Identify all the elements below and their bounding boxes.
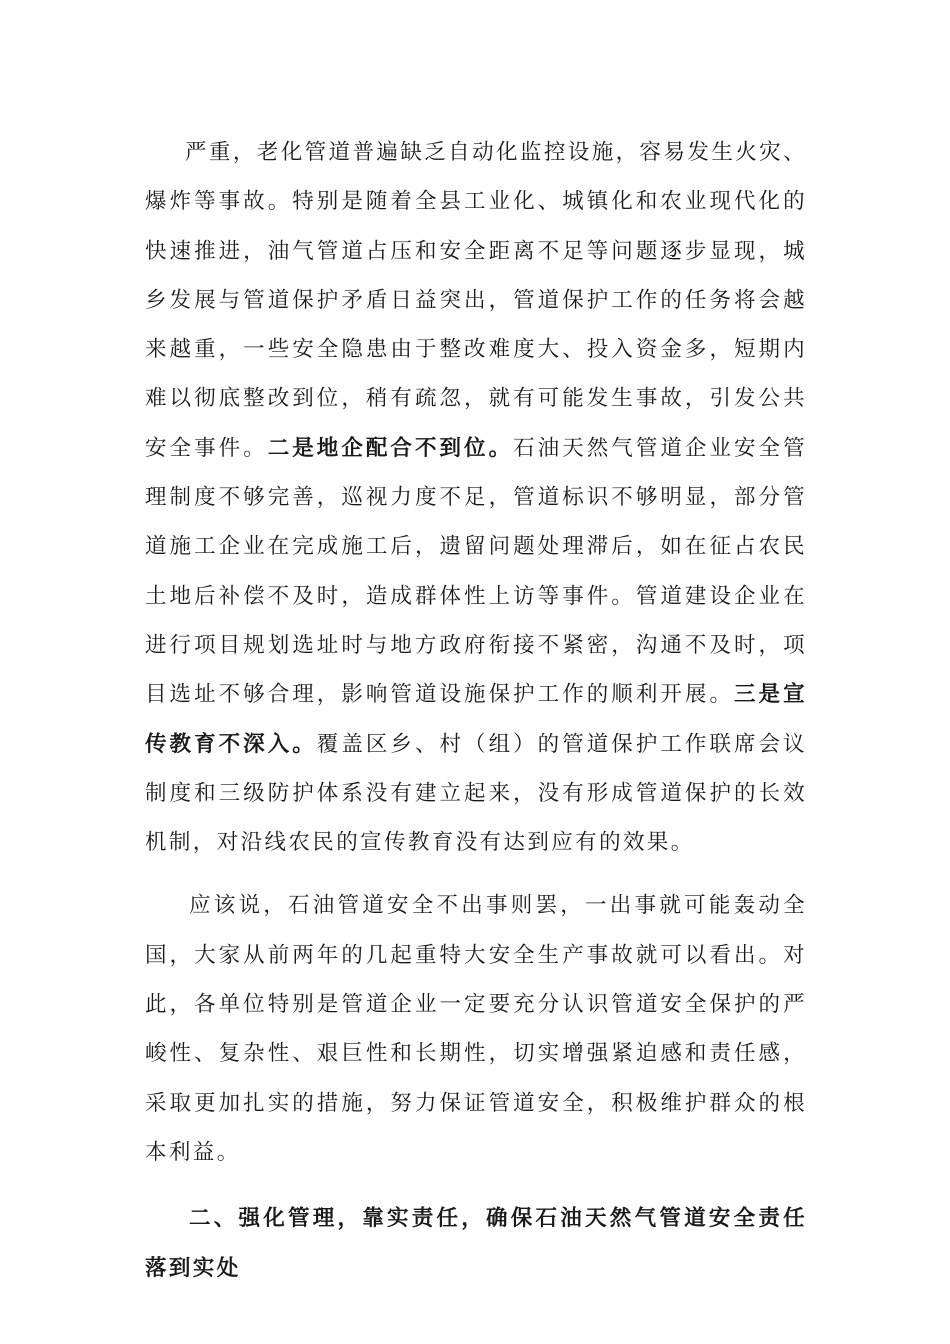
bold-point-two: 二是地企配合不到位。	[267, 435, 514, 461]
section-heading-two: 二、强化管理，靠实责任，确保石油天然气管道安全责任落到实处	[145, 1206, 807, 1281]
paragraph-text: 严重，老化管道普遍缺乏自动化监控设施，容易发生火灾、爆炸等事故。特别是随着全县工业化、城镇化和农业现代化的快速推进，油气管道占压和安全距离不足等问题逐步显现，城乡发展与管道保护矛盾日益突出，管道保护工作的任务将会越来越重，一些安全隐患由于整改难度大、投入资金多，短期内难以彻底整改到位，稍有疏忽，就有可能发生事故，引发公共安全事件。	[145, 140, 807, 461]
paragraph-text: 石油天然气管道企业安全管理制度不够完善，巡视力度不足，管道标识不够明显，部分管道施工企业在完成施工后，遗留问题处理滞后，如在征占农民土地后补偿不及时，造成群体性上访等事件。管道建设企业在进行项目规划选址时与地方政府衔接不紧密，沟通不及时，项目选址不够合理，影响管道设施保护工作的顺利开展。	[145, 435, 807, 708]
bold-point-three: 三是宣传教育不深入。	[145, 682, 807, 757]
paragraph-text: 覆盖区乡、村（组）的管道保护工作联席会议制度和三级防护体系没有建立起来，没有形成管道保护的长效机制，对沿线农民的宣传教育没有达到应有的效果。	[145, 731, 807, 856]
document-page	[145, 128, 807, 1293]
paragraph-pipeline-risks	[145, 128, 807, 867]
paragraph-safety-awareness: 应该说，石油管道安全不出事则罢，一出事就可能轰动全国，大家从前两年的几起重特大安全生产事故就可以看出。对此，各单位特别是管道企业一定要充分认识管道安全保护的严峻性、复杂性、艰巨性和长期性，切实增强紧迫感和责任感，采取更加扎实的措施，努力保证管道安全，积极维护群众的根本利益。	[145, 893, 807, 1165]
